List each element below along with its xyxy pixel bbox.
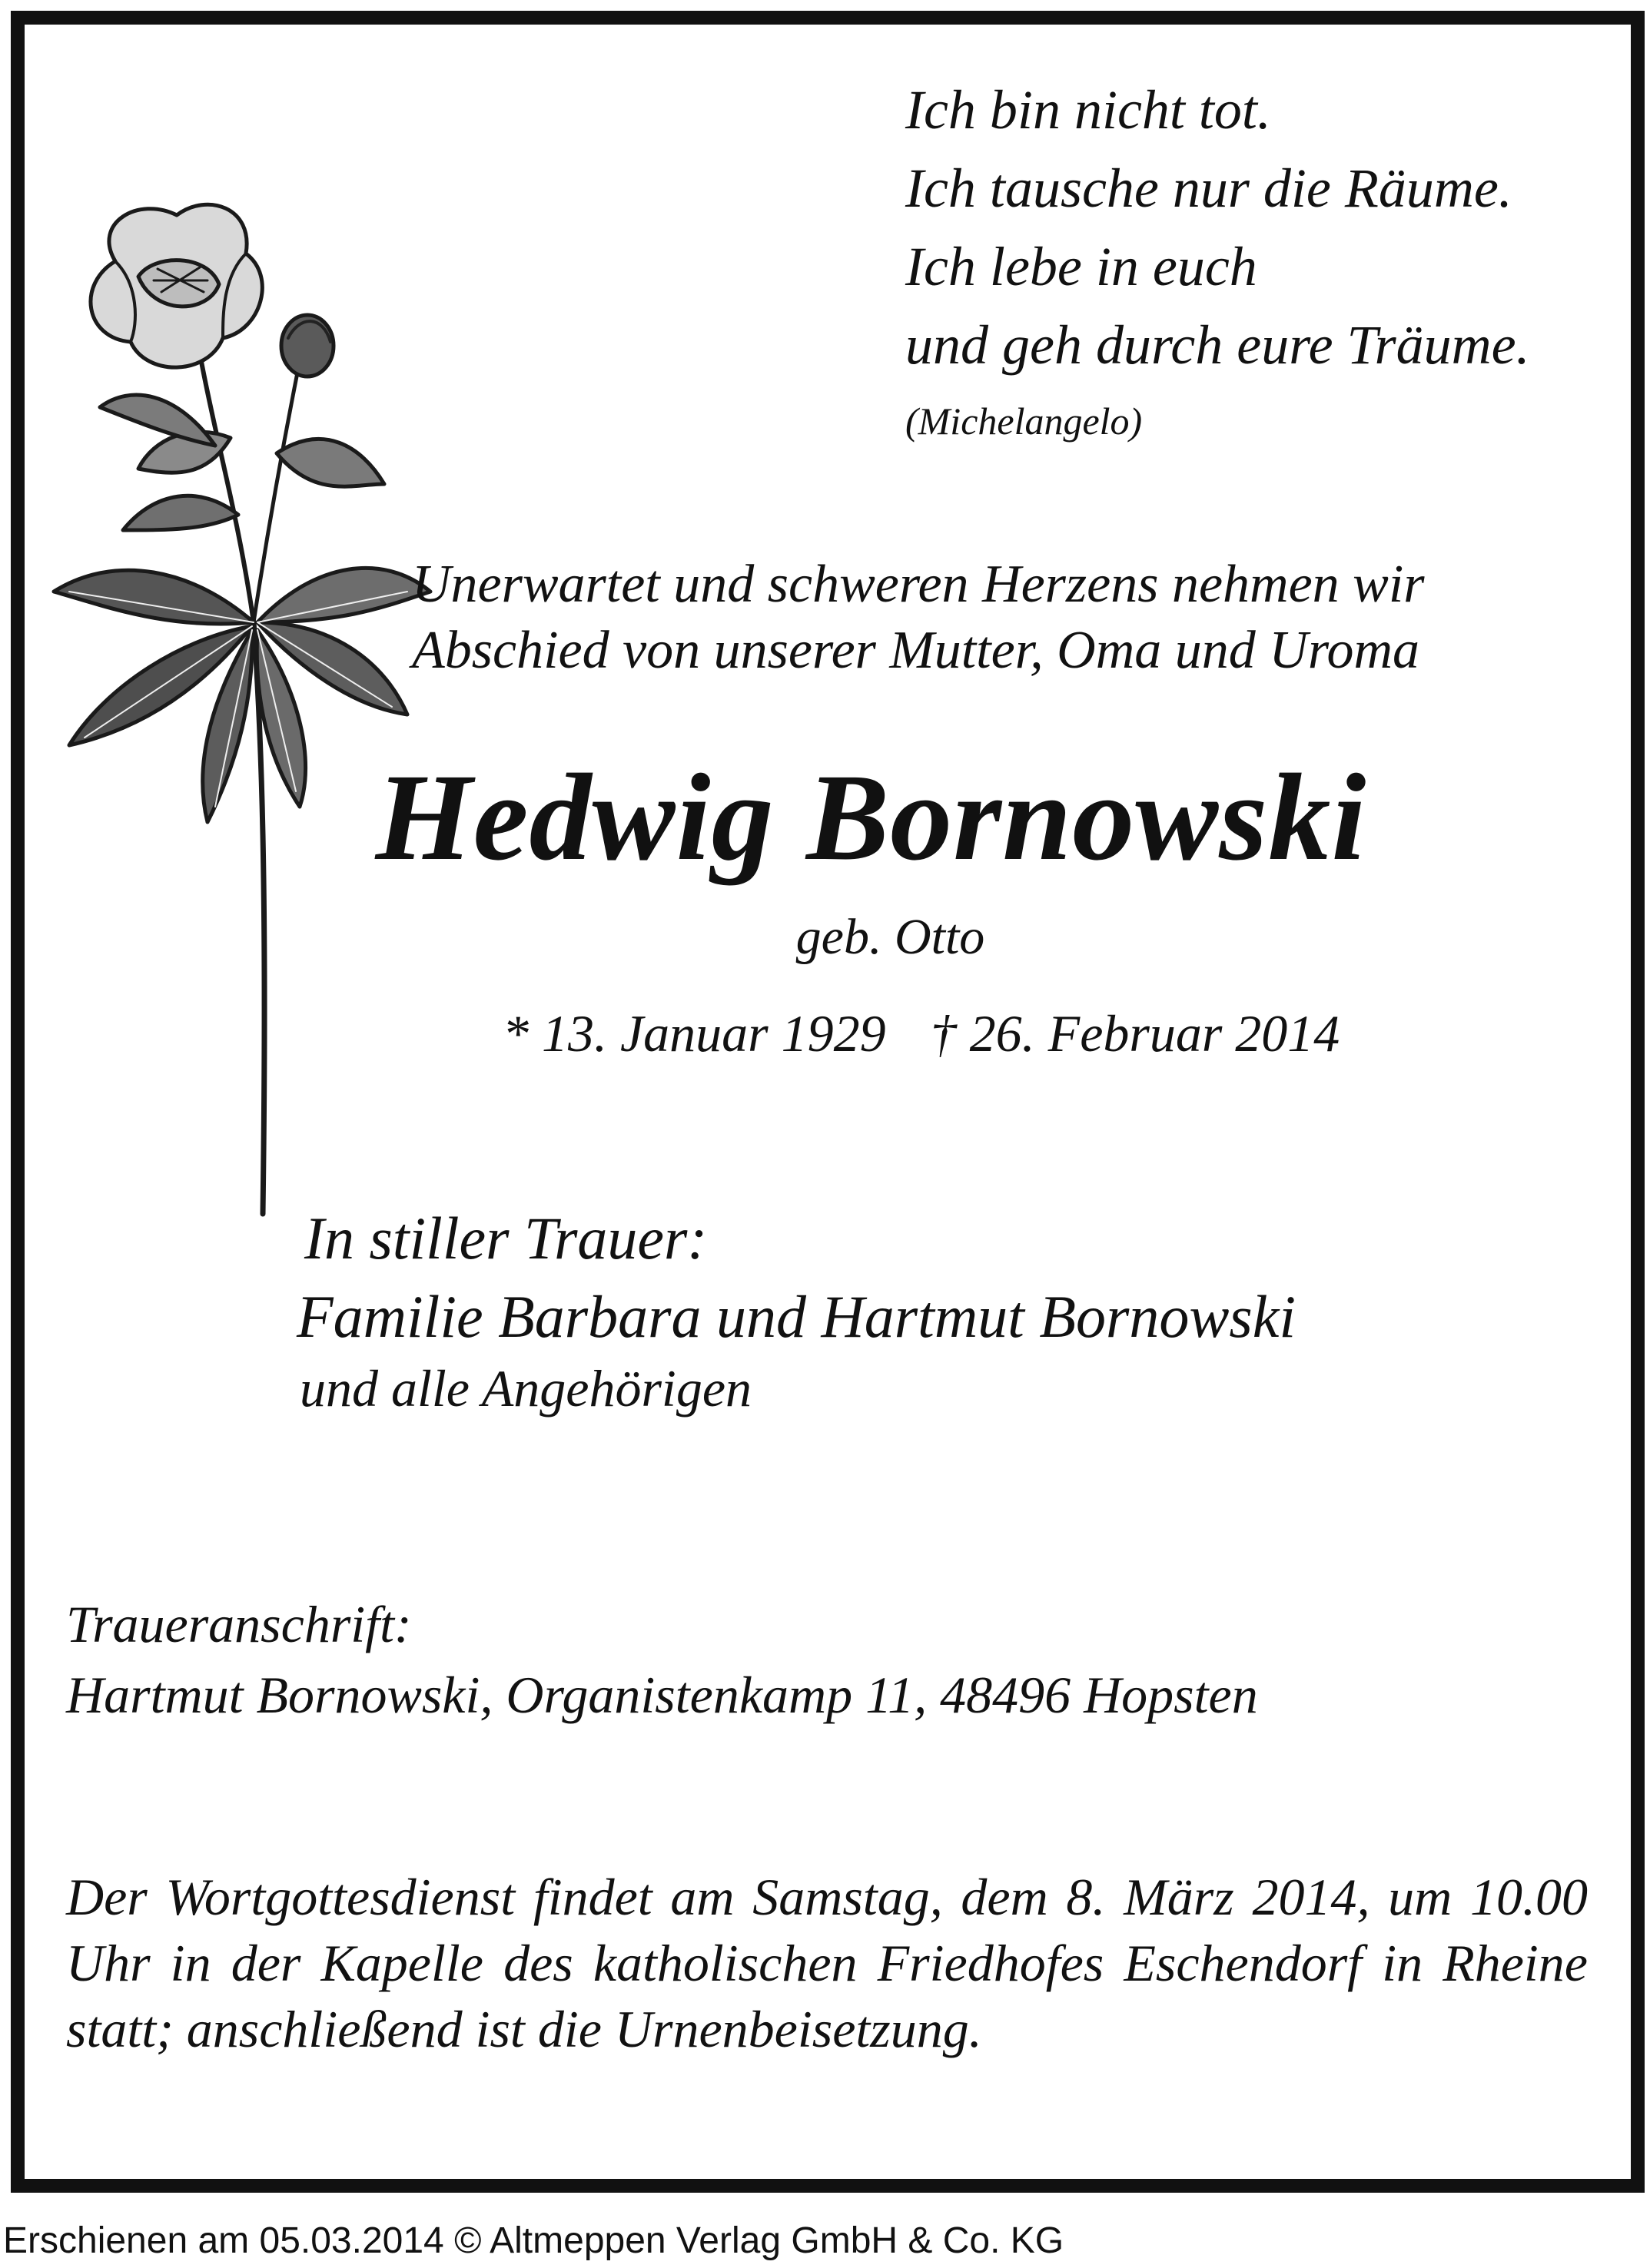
poem-line: und geh durch eure Träume. xyxy=(905,314,1530,376)
maiden-name: geb. Otto xyxy=(795,909,985,965)
address-label: Traueranschrift: xyxy=(66,1595,412,1653)
service-notice: Der Wortgottesdienst findet am Samstag, dem 8. März 2014, um 10.00 Uhr in der Kapelle des katholischen Friedhofes Eschendorf in Rheine statt; anschließend ist die Urnenbeisetzung. xyxy=(66,1868,1588,2058)
poem-line: Ich lebe in euch xyxy=(905,236,1257,297)
mourners-block xyxy=(297,1200,1296,1423)
mourners-heading: In stiller Trauer: xyxy=(304,1205,708,1272)
life-dates xyxy=(503,1003,1340,1064)
condolence-address xyxy=(66,1589,1258,1730)
deceased-name: Hedwig Bornowski xyxy=(375,749,1367,887)
flower-illustration xyxy=(23,192,453,1222)
poem-line: Ich tausche nur die Räume. xyxy=(905,158,1512,219)
intro-line-2: Abschied von unserer Mutter, Oma und Uroma xyxy=(412,621,1420,680)
mourners-family: Familie Barbara und Hartmut Bornowski xyxy=(297,1283,1296,1350)
intro-line-1: Unerwartet und schweren Herzens nehmen wir xyxy=(412,555,1425,614)
poem-line: Ich bin nicht tot. xyxy=(905,79,1271,141)
address-value: Hartmut Bornowski, Organistenkamp 11, 48496 Hopsten xyxy=(66,1666,1258,1724)
poem xyxy=(905,71,1530,444)
death-date: † 26. Februar 2014 xyxy=(930,1004,1340,1063)
birth-date: * 13. Januar 1929 xyxy=(503,1004,886,1063)
publication-footer: Erschienen am 05.03.2014 © Altmeppen Verlag GmbH & Co. KG xyxy=(3,2220,1064,2261)
mourners-relatives: und alle Angehörigen xyxy=(300,1359,752,1418)
intro-text xyxy=(412,552,1425,684)
poem-author: (Michelangelo) xyxy=(905,400,1143,443)
